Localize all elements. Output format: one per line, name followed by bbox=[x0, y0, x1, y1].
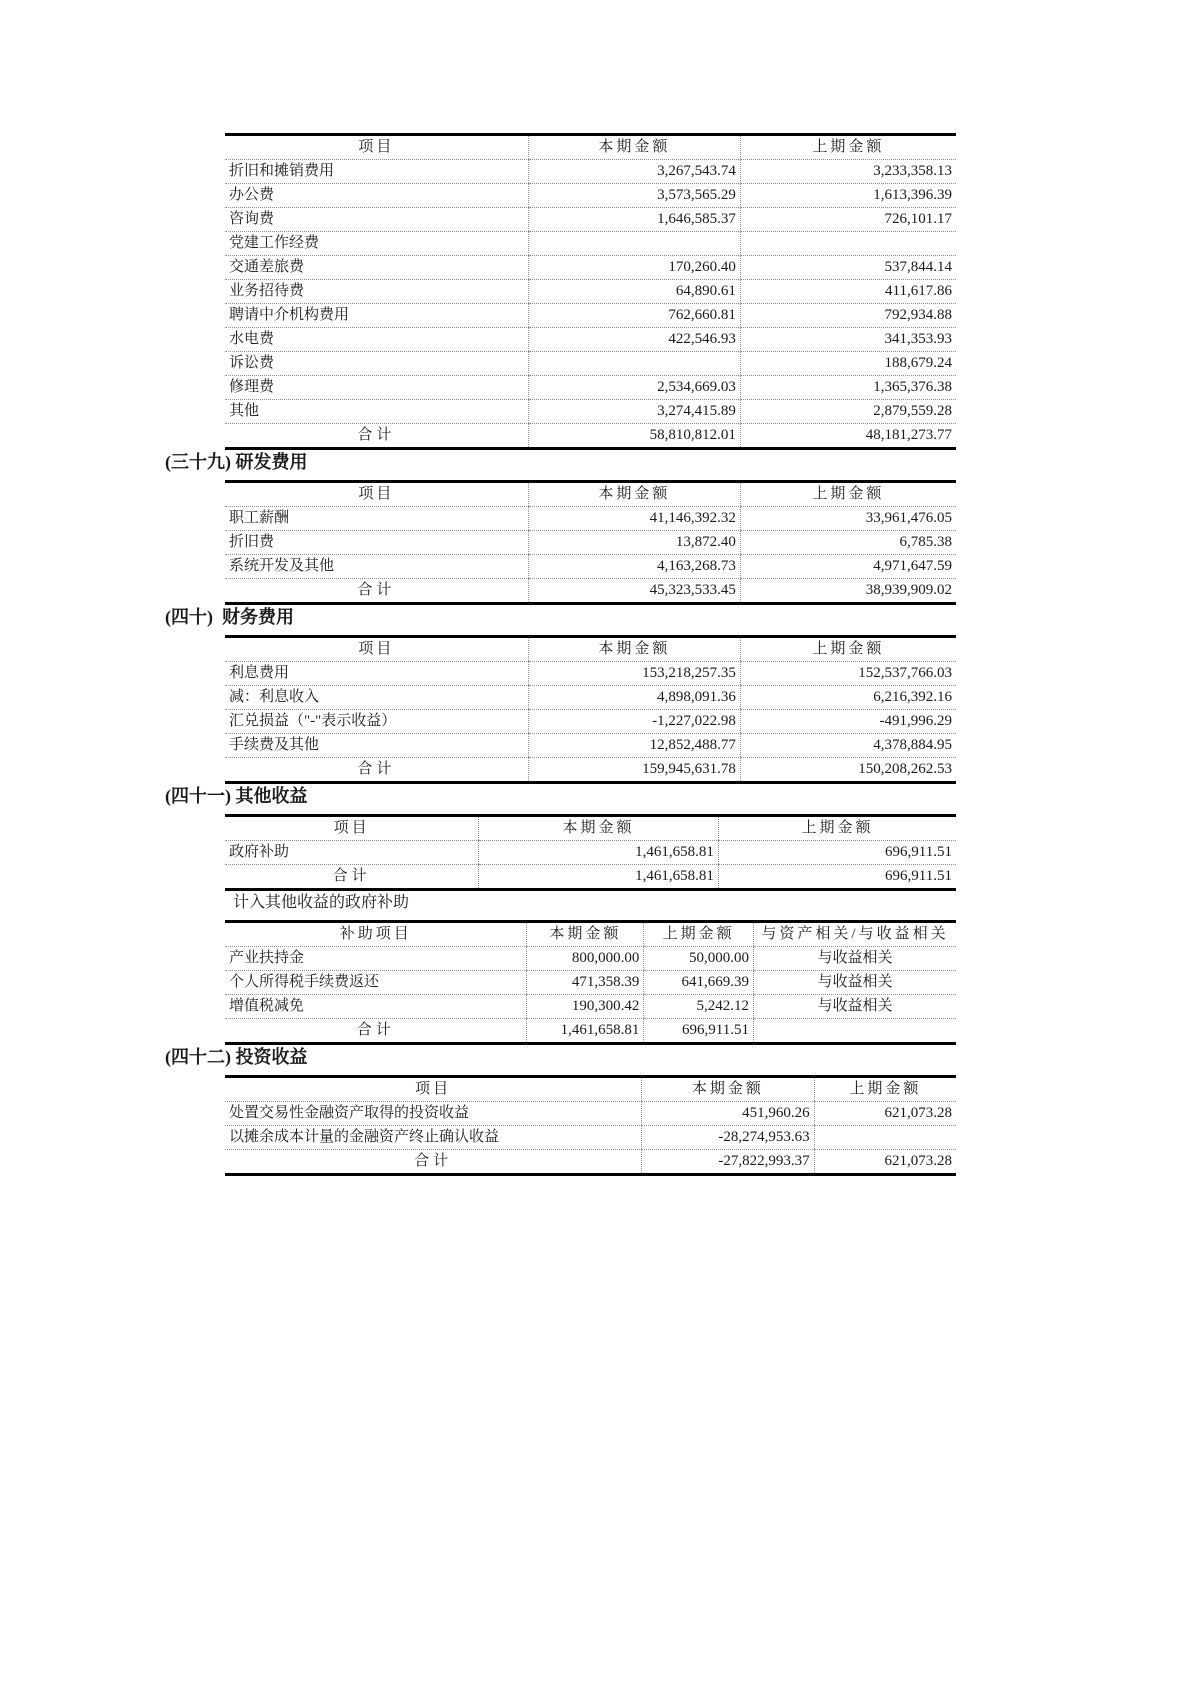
table-row bbox=[225, 256, 956, 280]
amount-cell: 1,461,658.81 bbox=[527, 1019, 644, 1044]
column-header: 本期金额 bbox=[528, 482, 740, 507]
item-cell: 职工薪酬 bbox=[225, 507, 528, 531]
table-row bbox=[225, 734, 956, 758]
amount-cell: 170,260.40 bbox=[528, 256, 740, 280]
total-row bbox=[225, 758, 956, 783]
table-row bbox=[225, 208, 956, 232]
column-header: 上期金额 bbox=[814, 1077, 956, 1102]
amount-cell: 4,163,268.73 bbox=[528, 555, 740, 579]
amount-cell: 50,000.00 bbox=[644, 947, 754, 971]
amount-cell: 641,669.39 bbox=[644, 971, 754, 995]
total-label-cell: 合计 bbox=[332, 868, 371, 884]
table-row bbox=[225, 184, 956, 208]
amount-cell: 4,898,091.36 bbox=[528, 686, 740, 710]
table-row bbox=[225, 280, 956, 304]
amount-cell: -1,227,022.98 bbox=[528, 710, 740, 734]
amount-cell: 38,939,909.02 bbox=[740, 579, 956, 604]
item-cell: 以摊余成本计量的金融资产终止确认收益 bbox=[225, 1126, 642, 1150]
amount-cell: 与收益相关 bbox=[753, 971, 956, 995]
amount-cell: 2,534,669.03 bbox=[528, 376, 740, 400]
investment-income-table bbox=[225, 1075, 956, 1176]
item-cell: 政府补助 bbox=[225, 841, 479, 865]
amount-cell bbox=[753, 1019, 956, 1044]
header-row bbox=[225, 135, 956, 160]
amount-cell: 3,233,358.13 bbox=[740, 160, 956, 184]
table-row bbox=[225, 352, 956, 376]
header-row bbox=[225, 637, 956, 662]
amount-cell: 与收益相关 bbox=[753, 947, 956, 971]
item-cell: 党建工作经费 bbox=[225, 232, 528, 256]
amount-cell: 6,216,392.16 bbox=[740, 686, 956, 710]
item-cell: 增值税减免 bbox=[225, 995, 527, 1019]
amount-cell: 696,911.51 bbox=[644, 1019, 754, 1044]
item-cell: 聘请中介机构费用 bbox=[225, 304, 528, 328]
amount-cell: 1,461,658.81 bbox=[479, 841, 719, 865]
amount-cell: 726,101.17 bbox=[740, 208, 956, 232]
finance-expense-table bbox=[225, 635, 956, 784]
gov-subsidy-table bbox=[225, 920, 956, 1045]
section-heading-other-income: (四十一) 其他收益 bbox=[165, 786, 308, 806]
column-header: 本期金额 bbox=[527, 922, 644, 947]
table-row bbox=[225, 1102, 956, 1126]
item-cell: 处置交易性金融资产取得的投资收益 bbox=[225, 1102, 642, 1126]
amount-cell: -28,274,953.63 bbox=[642, 1126, 815, 1150]
amount-cell: 3,267,543.74 bbox=[528, 160, 740, 184]
amount-cell bbox=[814, 1126, 956, 1150]
other-income-table bbox=[225, 814, 956, 891]
table-row bbox=[225, 555, 956, 579]
amount-cell: 4,971,647.59 bbox=[740, 555, 956, 579]
header-row bbox=[225, 482, 956, 507]
amount-cell: 41,146,392.32 bbox=[528, 507, 740, 531]
total-row bbox=[225, 579, 956, 604]
total-label-cell: 合计 bbox=[356, 1022, 395, 1038]
table-row bbox=[225, 531, 956, 555]
amount-cell: 150,208,262.53 bbox=[740, 758, 956, 783]
amount-cell: 451,960.26 bbox=[642, 1102, 815, 1126]
item-cell: 诉讼费 bbox=[225, 352, 528, 376]
header-row bbox=[225, 922, 956, 947]
total-row bbox=[225, 865, 956, 890]
table-row bbox=[225, 686, 956, 710]
amount-cell: 762,660.81 bbox=[528, 304, 740, 328]
column-header: 项目 bbox=[225, 482, 528, 507]
amount-cell: 1,613,396.39 bbox=[740, 184, 956, 208]
amount-cell: 33,961,476.05 bbox=[740, 507, 956, 531]
item-cell: 水电费 bbox=[225, 328, 528, 352]
amount-cell: 471,358.39 bbox=[527, 971, 644, 995]
amount-cell bbox=[528, 352, 740, 376]
expense-breakdown-table bbox=[225, 133, 956, 450]
amount-cell: 45,323,533.45 bbox=[528, 579, 740, 604]
column-header: 上期金额 bbox=[740, 637, 956, 662]
column-header: 本期金额 bbox=[528, 135, 740, 160]
total-row bbox=[225, 1150, 956, 1175]
column-header: 上期金额 bbox=[718, 816, 956, 841]
column-header: 项目 bbox=[225, 135, 528, 160]
amount-cell: 58,810,812.01 bbox=[528, 424, 740, 449]
amount-cell: 341,353.93 bbox=[740, 328, 956, 352]
subheading-gov-subsidy: 计入其他收益的政府补助 bbox=[233, 894, 410, 911]
section-heading-investment-income: (四十二) 投资收益 bbox=[165, 1047, 308, 1067]
amount-cell: 696,911.51 bbox=[718, 841, 956, 865]
amount-cell: 800,000.00 bbox=[527, 947, 644, 971]
amount-cell: 190,300.42 bbox=[527, 995, 644, 1019]
amount-cell: 411,617.86 bbox=[740, 280, 956, 304]
table-row bbox=[225, 400, 956, 424]
amount-cell bbox=[528, 232, 740, 256]
amount-cell: 1,646,585.37 bbox=[528, 208, 740, 232]
amount-cell: 537,844.14 bbox=[740, 256, 956, 280]
item-cell: 交通差旅费 bbox=[225, 256, 528, 280]
amount-cell: -27,822,993.37 bbox=[642, 1150, 815, 1175]
table-row bbox=[225, 304, 956, 328]
amount-cell: -491,996.29 bbox=[740, 710, 956, 734]
item-cell: 个人所得税手续费返还 bbox=[225, 971, 527, 995]
item-cell: 折旧和摊销费用 bbox=[225, 160, 528, 184]
amount-cell: 与收益相关 bbox=[753, 995, 956, 1019]
total-row bbox=[225, 424, 956, 449]
table-row bbox=[225, 160, 956, 184]
item-cell: 咨询费 bbox=[225, 208, 528, 232]
item-cell: 折旧费 bbox=[225, 531, 528, 555]
section-heading-rd-expense: (三十九) 研发费用 bbox=[165, 452, 308, 472]
amount-cell: 152,537,766.03 bbox=[740, 662, 956, 686]
table-row bbox=[225, 710, 956, 734]
amount-cell: 13,872.40 bbox=[528, 531, 740, 555]
column-header: 项目 bbox=[225, 816, 479, 841]
amount-cell: 4,378,884.95 bbox=[740, 734, 956, 758]
amount-cell: 153,218,257.35 bbox=[528, 662, 740, 686]
column-header: 与资产相关/与收益相关 bbox=[753, 922, 956, 947]
table-row bbox=[225, 1126, 956, 1150]
table-row bbox=[225, 376, 956, 400]
header-row bbox=[225, 1077, 956, 1102]
item-cell: 手续费及其他 bbox=[225, 734, 528, 758]
amount-cell: 6,785.38 bbox=[740, 531, 956, 555]
table-row bbox=[225, 232, 956, 256]
amount-cell bbox=[740, 232, 956, 256]
table-row bbox=[225, 947, 956, 971]
item-cell: 汇兑损益（"-"表示收益） bbox=[225, 710, 528, 734]
column-header: 上期金额 bbox=[644, 922, 754, 947]
item-cell: 修理费 bbox=[225, 376, 528, 400]
amount-cell: 5,242.12 bbox=[644, 995, 754, 1019]
total-label-cell: 合计 bbox=[357, 582, 396, 598]
amount-cell: 792,934.88 bbox=[740, 304, 956, 328]
amount-cell: 1,461,658.81 bbox=[479, 865, 719, 890]
table-row bbox=[225, 328, 956, 352]
column-header: 项目 bbox=[225, 1077, 642, 1102]
total-label-cell: 合计 bbox=[414, 1153, 453, 1169]
column-header: 本期金额 bbox=[528, 637, 740, 662]
amount-cell: 621,073.28 bbox=[814, 1102, 956, 1126]
total-label-cell: 合计 bbox=[357, 761, 396, 777]
item-cell: 产业扶持金 bbox=[225, 947, 527, 971]
amount-cell: 188,679.24 bbox=[740, 352, 956, 376]
item-cell: 利息费用 bbox=[225, 662, 528, 686]
item-cell: 业务招待费 bbox=[225, 280, 528, 304]
header-row bbox=[225, 816, 956, 841]
table-row bbox=[225, 507, 956, 531]
amount-cell: 48,181,273.77 bbox=[740, 424, 956, 449]
item-cell: 减：利息收入 bbox=[225, 686, 528, 710]
amount-cell: 3,274,415.89 bbox=[528, 400, 740, 424]
total-label-cell: 合计 bbox=[357, 427, 396, 443]
amount-cell: 12,852,488.77 bbox=[528, 734, 740, 758]
item-cell: 其他 bbox=[225, 400, 528, 424]
amount-cell: 3,573,565.29 bbox=[528, 184, 740, 208]
amount-cell: 159,945,631.78 bbox=[528, 758, 740, 783]
table-row bbox=[225, 841, 956, 865]
amount-cell: 696,911.51 bbox=[718, 865, 956, 890]
column-header: 补助项目 bbox=[225, 922, 527, 947]
table-row bbox=[225, 971, 956, 995]
amount-cell: 422,546.93 bbox=[528, 328, 740, 352]
column-header: 本期金额 bbox=[479, 816, 719, 841]
amount-cell: 621,073.28 bbox=[814, 1150, 956, 1175]
column-header: 上期金额 bbox=[740, 135, 956, 160]
section-heading-finance-expense: (四十) 财务费用 bbox=[165, 607, 294, 627]
amount-cell: 1,365,376.38 bbox=[740, 376, 956, 400]
amount-cell: 64,890.61 bbox=[528, 280, 740, 304]
column-header: 本期金额 bbox=[642, 1077, 815, 1102]
table-row bbox=[225, 995, 956, 1019]
item-cell: 办公费 bbox=[225, 184, 528, 208]
column-header: 项目 bbox=[225, 637, 528, 662]
item-cell: 系统开发及其他 bbox=[225, 555, 528, 579]
total-row bbox=[225, 1019, 956, 1044]
table-row bbox=[225, 662, 956, 686]
amount-cell: 2,879,559.28 bbox=[740, 400, 956, 424]
column-header: 上期金额 bbox=[740, 482, 956, 507]
rd-expense-table bbox=[225, 480, 956, 605]
